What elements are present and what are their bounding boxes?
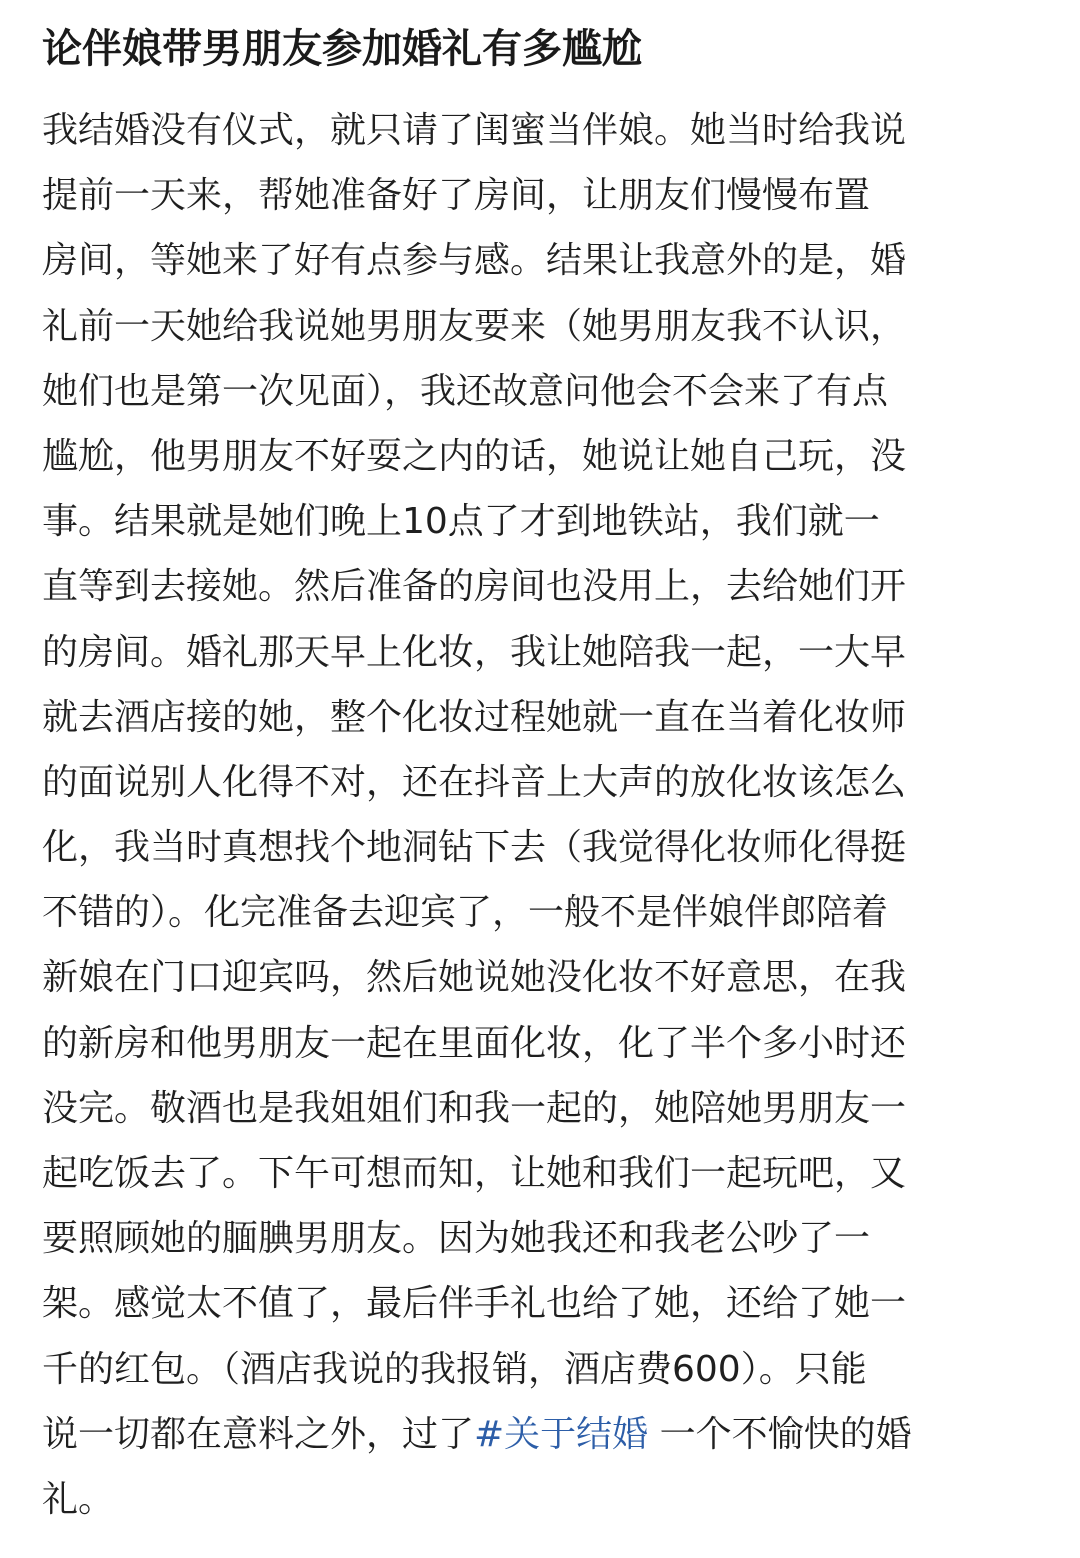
body-line: 新娘在门口迎宾吗，然后她说她没化妆不好意思，在我	[42, 957, 907, 999]
body-line: 的面说别人化得不对，还在抖音上大声的放化妆该怎么	[42, 761, 907, 803]
body-line: 事。结果就是她们晚上10点了才到地铁站，我们就一	[42, 501, 880, 543]
body-line: 就去酒店接的她，整个化妆过程她就一直在当着化妆师	[42, 696, 907, 738]
body-line-final: 礼。	[42, 1478, 115, 1520]
body-line: 提前一天来，帮她准备好了房间，让朋友们慢慢布置	[42, 175, 871, 217]
body-line: 的房间。婚礼那天早上化妆，我让她陪我一起，一大早	[42, 631, 907, 673]
body-line: 直等到去接她。然后准备的房间也没用上，去给她们开	[42, 566, 907, 608]
body-line: 她们也是第一次见面），我还故意问他会不会来了有点	[42, 370, 889, 412]
body-line: 要照顾她的腼腆男朋友。因为她我还和我老公吵了一	[42, 1218, 871, 1260]
post-title: 论伴娘带男朋友参加婚礼有多尴尬	[42, 26, 642, 72]
body-line: 不错的）。化完准备去迎宾了，一般不是伴娘伴郎陪着	[42, 892, 889, 934]
post-body	[42, 98, 1040, 1532]
body-line: 化，我当时真想找个地洞钻下去（我觉得化妆师化得挺	[42, 827, 907, 869]
body-line-with-hashtag	[42, 1402, 1040, 1467]
body-line: 尴尬，他男朋友不好耍之内的话，她说让她自己玩，没	[42, 435, 907, 477]
hashtag-suffix-text: 一个不愉快的婚	[648, 1413, 912, 1455]
hashtag-link[interactable]: #关于结婚	[474, 1413, 649, 1455]
body-line: 礼前一天她给我说她男朋友要来（她男朋友我不认识，	[42, 305, 907, 347]
hashtag-prefix-text: 说一切都在意料之外，过了	[42, 1413, 475, 1455]
body-line: 的新房和他男朋友一起在里面化妆，化了半个多小时还	[42, 1022, 907, 1064]
body-line: 没完。敬酒也是我姐姐们和我一起的，她陪她男朋友一	[42, 1087, 907, 1129]
body-line: 起吃饭去了。下午可想而知，让她和我们一起玩吧，又	[42, 1153, 907, 1194]
body-line: 房间，等她来了好有点参与感。结果让我意外的是，婚	[42, 240, 907, 282]
body-line: 千的红包。（酒店我说的我报销，酒店费600）。只能	[42, 1348, 867, 1390]
body-line: 架。感觉太不值了，最后伴手礼也给了她，还给了她一	[42, 1283, 907, 1325]
body-line: 我结婚没有仪式，就只请了闺蜜当伴娘。她当时给我说	[42, 110, 907, 151]
